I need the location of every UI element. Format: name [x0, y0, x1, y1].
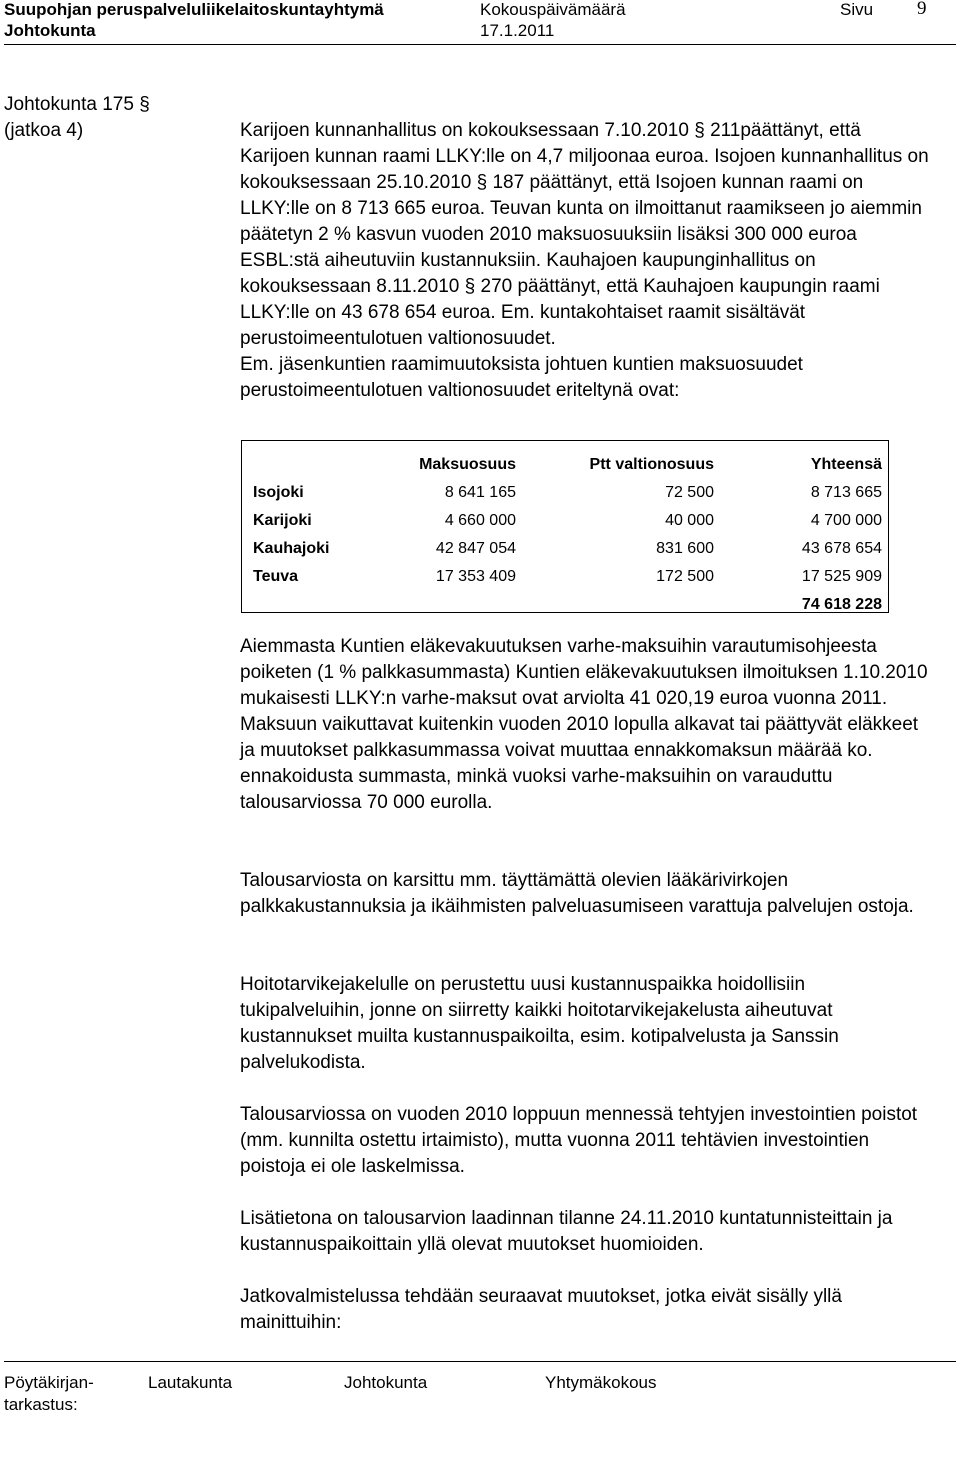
paragraph-lisatieto: Lisätietona on talousarvion laadinnan tilanne 24.11.2010 kuntatunnisteittain ja kustannuspaikoittain yllä olevat muutokset huomioiden. — [240, 1208, 893, 1255]
section-continued: (jatkoa 4) — [4, 120, 84, 141]
row-label: Isojoki — [253, 484, 304, 501]
cell: 40 000 — [665, 512, 714, 529]
cell: 17 525 909 — [801, 568, 882, 585]
footer-johtokunta: Johtokunta — [344, 1373, 428, 1392]
checkers-label: Pöytäkirjan- — [4, 1373, 94, 1392]
cell: 42 847 054 — [435, 540, 516, 557]
cell: 72 500 — [665, 484, 714, 501]
cell: 831 600 — [656, 540, 714, 557]
org-name: Suupohjan peruspalveluliikelaitoskuntayhtymä — [4, 0, 384, 19]
footer-lautakunta: Lautakunta — [148, 1373, 233, 1392]
section-sign-icon: § — [694, 120, 705, 141]
page-number: 9 — [917, 0, 927, 19]
paragraph-poistot: Talousarviossa on vuoden 2010 loppuun mennessä tehtyjen investointien poistot (mm. kunnilta ostettu irtaimisto), mutta vuonna 2011 tehtävien investointien poistoja ei ole laskelmissa. — [240, 1104, 918, 1177]
paragraph-intro-table: Em. jäsenkuntien raamimuutoksista johtuen kuntien maksuosuudet perustoimeentulotuen valtionosuudet eriteltynä ovat: — [240, 354, 803, 401]
cell: 8 641 165 — [444, 484, 516, 501]
cell: 172 500 — [656, 568, 714, 585]
cell: 17 353 409 — [435, 568, 516, 585]
section-sign-icon: § — [464, 276, 476, 297]
page-header — [4, 0, 956, 45]
checkers-label-2: tarkastus: — [4, 1395, 78, 1414]
section-title: Johtokunta 175 § — [4, 94, 150, 115]
meeting-date-label: Kokouspäivämäärä — [480, 0, 626, 19]
grand-total: 74 618 228 — [801, 596, 882, 613]
cell: 8 713 665 — [810, 484, 882, 501]
cell: 4 700 000 — [810, 512, 882, 529]
paragraph-hoitotarvike: Hoitotarvikejakelulle on perustettu uusi kustannuspaikka hoidollisiin tukipalveluihin, jonne on siirretty kaikki hoitotarvikejakelusta aiheutuvat kustannukset muilta kustannuspaikoilta, esim. kotipalvelusta ja Sanssin palvelukodista. — [240, 974, 839, 1073]
payment-share-table — [241, 440, 889, 613]
section-sign-icon: § — [139, 94, 150, 115]
page-footer — [4, 1361, 956, 1470]
paragraph-varhe: Aiemmasta Kuntien eläkevakuutuksen varhe-maksuihin varautumisohjeesta poiketen (1 % palkkasummasta) Kuntien eläkevakuutuksen ilmoituksen 1.10.2010 mukaisesti LLKY:n varhe-maksut ovat arviolta 41 020,19 euroa vuonna 2011. Maksuun vaikuttavat kuitenkin vuoden 2010 lopulla alkavat tai päättyvät eläkkeet ja muutokset palkkasummassa voivat muuttaa ennakkomaksun määrää ko. ennakoidusta summasta, minkä vuoksi varhe-maksuihin on varauduttu talousarviossa 70 000 eurolla. — [240, 636, 928, 813]
column-header: Yhteensä — [810, 456, 882, 473]
cell: 43 678 654 — [801, 540, 882, 557]
meeting-date: 17.1.2011 — [480, 21, 555, 40]
row-label: Karijoki — [253, 512, 312, 529]
page-label: Sivu — [840, 0, 874, 19]
paragraph-karsinta: Talousarviosta on karsittu mm. täyttämättä olevien lääkärivirkojen palkkakustannuksia ja ikäihmisten palveluasumiseen varattuja palvelujen ostoja. — [240, 870, 914, 917]
column-header: Ptt valtionosuus — [589, 456, 714, 473]
body-name: Johtokunta — [4, 21, 96, 40]
row-label: Teuva — [253, 568, 299, 585]
paragraph-raamit: Karijoen kunnanhallitus on kokouksessaan 7.10.2010 § 211päättänyt, että Karijoen kunnan raami LLKY:lle on 4,7 miljoonaa euroa. Isojoen kunnanhallitus on kokouksessaan 25.10.2010 § 187 päättänyt, että Isojoen kunnan raami on LLKY:lle on 8 713 665 euroa. Teuvan kunta on ilmoittanut raamikseen jo aiemmin päätetyn 2 % kasvun vuoden 2010 maksuosuuksiin lisäksi 300 000 euroa ESBL:stä aiheutuviin kustannuksiin. Kauhajoen kaupunginhallitus on kokouksessaan 8.11.2010 § 270 päättänyt, että Kauhajoen kaupungin raami LLKY:lle on 43 678 654 euroa. Em. kuntakohtaiset raamit sisältävät perustoimeentulotuen valtionosuudet. Em. jäsenkuntien raamimuutoksista johtuen kuntien maksuosuudet perustoimeentulotuen valtionosuudet eriteltynä ovat: — [240, 118, 930, 404]
cell: 4 660 000 — [444, 512, 516, 529]
footer-yhtymakokous: Yhtymäkokous — [545, 1373, 657, 1392]
row-label: Kauhajoki — [253, 540, 330, 557]
column-header: Maksuosuus — [419, 456, 516, 473]
paragraph-jatkovalmistelu: Jatkovalmistelussa tehdään seuraavat muutokset, jotka eivät sisälly yllä mainittuihin: — [240, 1286, 842, 1333]
section-sign-icon: § — [476, 172, 488, 193]
